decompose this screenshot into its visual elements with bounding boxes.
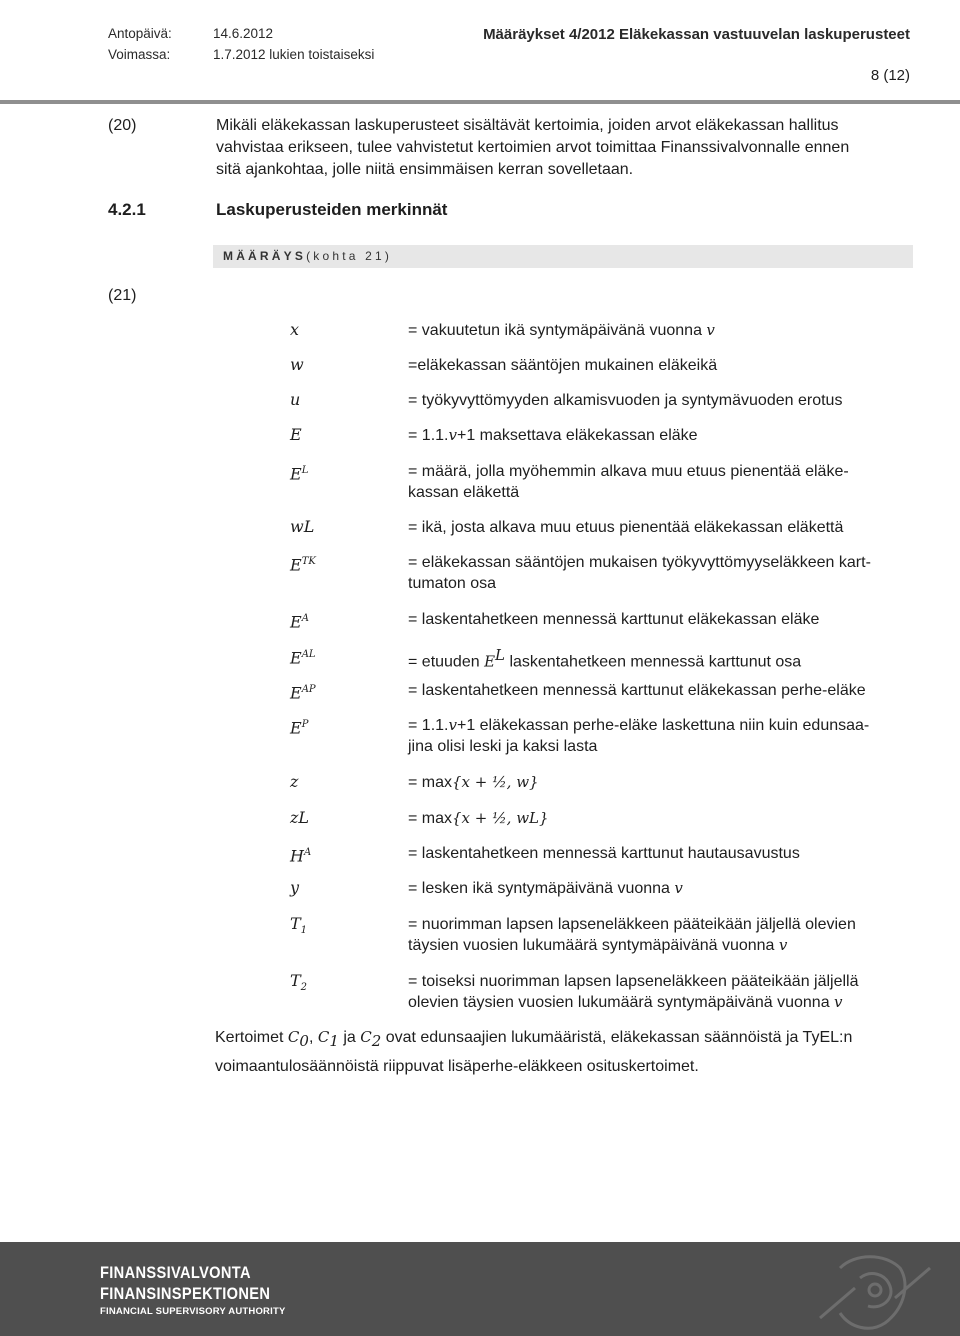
issue-date: 14.6.2012 (213, 26, 274, 41)
paragraph-number: (21) (108, 287, 137, 304)
symbol-w: w (290, 355, 304, 374)
symbol-zl: zL (290, 808, 310, 827)
definition-eap: = laskentahetkeen mennessä karttunut eläkekassan perhe-eläke (408, 682, 866, 699)
definition-eal: = etuuden $E^L$ laskentahetkeen mennessä karttunut osa (408, 646, 802, 671)
definition-z: = max{x + ½, w} (408, 773, 539, 791)
symbol-u: u (290, 390, 301, 409)
definition-w: =eläkekassan sääntöjen mukainen eläkeikä (408, 357, 718, 374)
regulation-label: MÄÄRÄYS(kohta 21) (223, 249, 393, 263)
definition-t1: = nuorimman lapsen lapseneläkkeen pääteikään jäljellä olevien täysien vuosien lukumäärä syntymäpäivänä vuonna v (408, 916, 856, 954)
logo-line-english: FINANCIAL SUPERVISORY AUTHORITY (100, 1306, 286, 1317)
fiva-logo (100, 1262, 298, 1317)
definition-e: = 1.1.v+1 maksettava eläkekassan eläke (408, 426, 698, 444)
definition-wl: = ikä, josta alkava muu etuus pienentää eläkekassan eläkettä (408, 519, 844, 536)
definition-el: = määrä, jolla myöhemmin alkava muu etuus pienentää eläke- kassan eläkettä (408, 463, 849, 501)
definition-y: = lesken ikä syntymäpäivänä vuonna v (408, 879, 683, 897)
section-number: 4.2.1 (108, 200, 146, 219)
symbol-eal: $E^{AL}$ (290, 648, 316, 668)
symbol-wl: wL (290, 517, 315, 536)
definition-ha: = laskentahetkeen mennessä karttunut hautausavustus (408, 845, 800, 862)
symbol-y: y (290, 878, 300, 897)
definition-etk: = eläkekassan sääntöjen mukaisen työkyvyttömyyseläkkeen kart- tumaton osa (408, 554, 871, 592)
regulation-band (213, 245, 913, 268)
symbol-eap: $E^{AP}$ (290, 683, 316, 703)
paragraph-text: Mikäli eläkekassan laskuperusteet sisältävät kertoimia, joiden arvot eläkekassan hallitus vahvistaa erikseen, tulee vahvistetut kertoimien arvot toimittaa Finanssivalvonnalle ennen sitä ajankohtaa, jolle niitä ensimmäisen kerran sovelletaan. (216, 117, 850, 178)
document-title: Määräykset 4/2012 Eläkekassan vastuuvelan laskuperusteet (483, 26, 910, 43)
definition-zl: = max{x + ½, wL} (408, 809, 549, 827)
symbol-el: $E^L$ (290, 464, 309, 484)
symbol-e: E (290, 425, 302, 444)
symbol-ea: $E^A$ (290, 612, 309, 632)
definition-x: = vakuutetun ikä syntymäpäivänä vuonna v (408, 321, 715, 339)
definition-ea: = laskentahetkeen mennessä karttunut eläkekassan eläke (408, 611, 820, 628)
definition-u: = työkyvyttömyyden alkamisvuoden ja syntymävuoden erotus (408, 392, 843, 409)
validity-label: Voimassa: (108, 47, 171, 62)
symbol-ha: $H^A$ (290, 846, 312, 866)
symbol-ep: $E^P$ (290, 718, 309, 738)
coefficients-paragraph: Kertoimet $C_0$, $C_1$ ja $C_2$ ovat edunsaajien lukumääristä, eläkekassan säännöistä ja TyEL:n voimaantulosäännöistä riippuvat lisäperhe-eläkkeen osituskertoimet. (215, 1028, 853, 1076)
symbol-t1: $T_1$ (290, 914, 308, 937)
symbol-t2: $T_2$ (290, 971, 308, 994)
issue-date-label: Antopäivä: (108, 26, 172, 41)
symbol-z: z (290, 772, 299, 791)
logo-line-swedish: FINANSINSPEKTIONEN (100, 1284, 271, 1303)
page-number: 8 (12) (870, 67, 910, 84)
validity-value: 1.7.2012 lukien toistaiseksi (213, 47, 375, 62)
symbol-x: x (290, 320, 300, 339)
section-title: Laskuperusteiden merkinnät (216, 200, 448, 219)
definition-ep: = 1.1.v+1 eläkekassan perhe-eläke laskettuna niin kuin edunsaa- jina olisi leski ja kaksi lasta (408, 716, 870, 755)
footer-bar (0, 1242, 960, 1336)
definition-t2: = toiseksi nuorimman lapsen lapseneläkkeen pääteikään jäljellä olevien täysien vuosien lukumäärä syntymäpäivänä vuonna v (408, 973, 859, 1011)
lion-crest-icon (800, 1248, 940, 1334)
header-divider (0, 100, 960, 104)
logo-line-finnish: FINANSSIVALVONTA (100, 1263, 251, 1282)
document-header (108, 26, 910, 80)
paragraph-number: (20) (108, 117, 137, 134)
symbol-etk: $E^{TK}$ (290, 555, 316, 575)
